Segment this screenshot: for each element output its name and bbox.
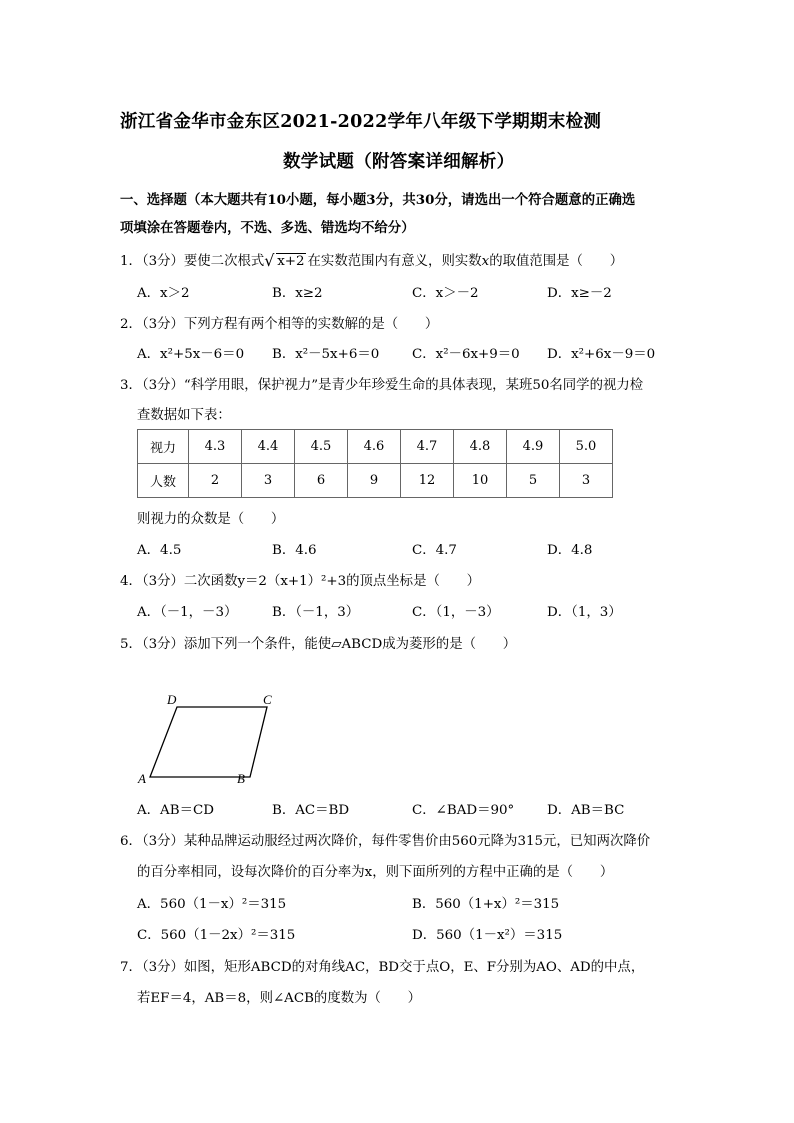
question-6-stem-line-2: 的百分率相同，设每次降价的百分率为x，则下面所列的方程中正确的是（ ）: [137, 865, 614, 880]
table-cell: 4.5: [295, 430, 348, 464]
section-heading-line-2: 项填涂在答题卷内，不选、多选、错选均不给分）: [120, 220, 415, 236]
question-1-stem: 1．（3分）要使二次根式 √ x+2 在实数范围内有意义，则实数x的取值范围是（ ）: [120, 251, 624, 270]
table-cell: 4.6: [348, 430, 401, 464]
table-cell: 4.3: [189, 430, 242, 464]
table-cell: 4.9: [507, 430, 560, 464]
table-cell: 5.0: [560, 430, 613, 464]
vertex-label-b: B: [237, 771, 245, 786]
question-3-stem-line-1: 3．（3分）“科学用眼，保护视力”是青少年珍爱生命的具体表现，某班50名同学的视力检: [120, 378, 644, 393]
square-root-expression: √ x+2: [264, 251, 305, 270]
question-6-option-c: C．560（1－2x）²＝315: [137, 928, 296, 943]
table-cell: 10: [454, 464, 507, 498]
vertex-label-c: C: [263, 692, 272, 707]
table-row: [138, 430, 613, 464]
table-cell: 人数: [138, 464, 189, 498]
question-3-option-a: A．4.5: [137, 543, 182, 558]
question-5-option-b: B．AC＝BD: [272, 803, 350, 818]
question-4-option-d: D．（1，3）: [547, 605, 622, 620]
question-4-stem: 4．（3分）二次函数y＝2（x+1）²+3的顶点坐标是（ ）: [120, 574, 481, 589]
question-3-option-c: C．4.7: [412, 543, 457, 558]
question-3-option-b: B．4.6: [272, 543, 317, 558]
question-6-option-d: D．560（1－x²）＝315: [412, 928, 563, 943]
table-cell: 9: [348, 464, 401, 498]
question-4-option-b: B．（－1，3）: [272, 605, 360, 620]
question-1-option-c: C．x＞－2: [412, 286, 479, 301]
vision-data-table: [137, 429, 613, 498]
question-7-stem-line-2: 若EF＝4，AB＝8，则∠ACB的度数为（ ）: [137, 991, 422, 1006]
table-cell: 4.8: [454, 430, 507, 464]
question-6-option-b: B．560（1+x）²＝315: [412, 897, 560, 912]
question-2-option-b: B．x²－5x+6＝0: [272, 347, 380, 362]
table-cell: 12: [401, 464, 454, 498]
question-3-option-d: D．4.8: [547, 543, 593, 558]
question-2-option-a: A．x²+5x－6＝0: [137, 347, 245, 362]
question-4-option-a: A．（－1，－3）: [137, 605, 238, 620]
question-3-question: 则视力的众数是（ ）: [137, 512, 285, 527]
section-heading-line-1: 一、选择题（本大题共有10小题，每小题3分，共30分，请选出一个符合题意的正确选: [120, 192, 636, 208]
parallelogram-figure: [130, 685, 290, 790]
table-cell: 5: [507, 464, 560, 498]
vertex-label-d: D: [167, 692, 177, 707]
table-cell: 4.4: [242, 430, 295, 464]
question-2-option-d: D．x²+6x－9＝0: [547, 347, 656, 362]
table-cell: 2: [189, 464, 242, 498]
table-cell: 视力: [138, 430, 189, 464]
title-line-2: 数学试题（附答案详细解析）: [283, 152, 515, 172]
question-3-stem-line-2: 查数据如下表：: [137, 408, 231, 423]
question-2-option-c: C．x²－6x+9＝0: [412, 347, 520, 362]
parallelogram-abcd: [150, 707, 267, 777]
question-1-option-b: B．x≥2: [272, 286, 323, 301]
question-1-option-d: D．x≥－2: [547, 286, 612, 301]
question-6-option-a: A．560（1－x）²＝315: [137, 897, 287, 912]
question-5-option-c: C．∠BAD＝90°: [412, 803, 515, 818]
title-line-1: 浙江省金华市金东区2021-2022学年八年级下学期期末检测: [120, 112, 602, 132]
table-cell: 4.7: [401, 430, 454, 464]
question-4-option-c: C．（1，－3）: [412, 605, 500, 620]
vertex-label-a: A: [138, 771, 146, 786]
table-cell: 6: [295, 464, 348, 498]
question-1-option-a: A．x＞2: [137, 286, 190, 301]
table-cell: 3: [560, 464, 613, 498]
question-2-stem: 2．（3分）下列方程有两个相等的实数解的是（ ）: [120, 317, 439, 332]
question-5-option-d: D．AB＝BC: [547, 803, 625, 818]
question-6-stem-line-1: 6．（3分）某种品牌运动服经过两次降价，每件零售价由560元降为315元，已知两次降价: [120, 834, 651, 849]
question-7-stem-line-1: 7．（3分）如图，矩形ABCD的对角线AC，BD交于点O，E、F分别为AO、AD的中点，: [120, 960, 645, 975]
table-row: [138, 464, 613, 498]
question-5-stem: 5．（3分）添加下列一个条件，能使▱ABCD成为菱形的是（ ）: [120, 637, 517, 652]
question-5-option-a: A．AB＝CD: [137, 803, 214, 818]
table-cell: 3: [242, 464, 295, 498]
